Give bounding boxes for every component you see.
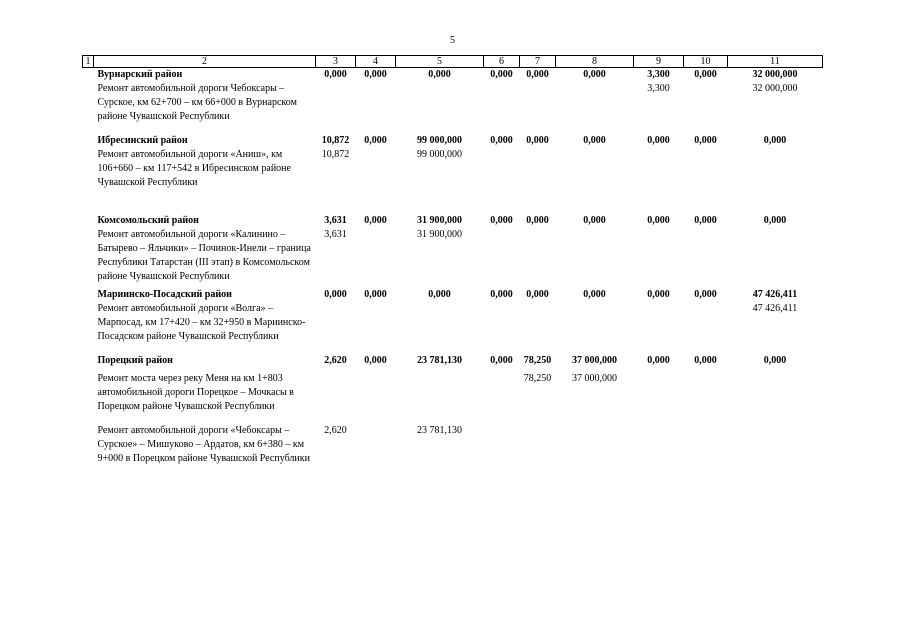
district-row xyxy=(83,214,823,228)
value-cell-col-8: 37 000,000 xyxy=(572,373,617,384)
value-cell-col-7: 78,250 xyxy=(523,373,552,384)
row-name-cell: Ремонт автомобильной дороги Чебоксары – Сурское, км 62+700 – км 66+000 в Вурнарском районе Чувашской Республики xyxy=(97,83,297,122)
value-cell-col-8: 0,000 xyxy=(583,135,606,146)
value-cell-col-5: 0,000 xyxy=(428,69,451,80)
value-cell-col-9 xyxy=(634,148,684,214)
value-cell-col-5: 99 000,000 xyxy=(417,135,462,146)
value-cell-col-6: 0,000 xyxy=(490,355,513,366)
project-row xyxy=(83,82,823,134)
column-number-row xyxy=(83,56,823,68)
value-cell-col-10: 0,000 xyxy=(694,69,717,80)
project-row xyxy=(83,372,823,424)
value-cell-col-5 xyxy=(396,372,484,424)
value-cell-col-8 xyxy=(556,424,634,466)
value-cell-col-7: 0,000 xyxy=(526,215,549,226)
row-name-cell: Ремонт автомобильной дороги «Аниш», км 106+660 – км 117+542 в Ибресинском районе Чувашской Республики xyxy=(97,149,291,188)
value-cell-col-7 xyxy=(520,148,556,214)
row-name-cell: Ибресинский район xyxy=(97,135,188,146)
value-cell-col-5: 31 900,000 xyxy=(417,215,462,226)
value-cell-col-7 xyxy=(520,302,556,354)
project-row xyxy=(83,228,823,288)
value-cell-col-10 xyxy=(684,228,728,288)
value-cell-col-6: 0,000 xyxy=(490,289,513,300)
value-cell-col-8 xyxy=(556,82,634,134)
value-cell-col-1 xyxy=(83,372,94,424)
value-cell-col-11: 47 426,411 xyxy=(752,289,798,300)
value-cell-col-10 xyxy=(684,372,728,424)
value-cell-col-1 xyxy=(83,214,94,228)
value-cell-col-7 xyxy=(520,228,556,288)
value-cell-col-11: 47 426,411 xyxy=(752,303,798,314)
value-cell-col-5: 99 000,000 xyxy=(417,149,462,160)
value-cell-col-10: 0,000 xyxy=(694,135,717,146)
table-body xyxy=(83,68,823,467)
value-cell-col-9 xyxy=(634,228,684,288)
value-cell-col-3: 3,631 xyxy=(324,229,347,240)
value-cell-col-4: 0,000 xyxy=(364,135,387,146)
value-cell-col-5 xyxy=(396,302,484,354)
value-cell-col-10 xyxy=(684,148,728,214)
value-cell-col-11: 0,000 xyxy=(763,215,787,226)
value-cell-col-9: 0,000 xyxy=(647,355,670,366)
value-cell-col-3 xyxy=(316,372,356,424)
column-header-10: 10 xyxy=(684,56,728,68)
value-cell-col-10: 0,000 xyxy=(694,289,717,300)
value-cell-col-1 xyxy=(83,148,94,214)
column-header-11: 11 xyxy=(728,56,823,68)
value-cell-col-4 xyxy=(356,372,396,424)
value-cell-col-3 xyxy=(316,82,356,134)
value-cell-col-11 xyxy=(728,228,823,288)
value-cell-col-9 xyxy=(634,372,684,424)
row-name-cell: Порецкий район xyxy=(97,355,173,366)
value-cell-col-1 xyxy=(83,424,94,466)
value-cell-col-1 xyxy=(83,68,94,83)
value-cell-col-4: 0,000 xyxy=(364,355,387,366)
value-cell-col-8 xyxy=(556,228,634,288)
value-cell-col-1 xyxy=(83,302,94,354)
row-name-cell: Комсомольский район xyxy=(97,215,199,226)
value-cell-col-4 xyxy=(356,302,396,354)
value-cell-col-7 xyxy=(520,82,556,134)
value-cell-col-11 xyxy=(728,148,823,214)
value-cell-col-7 xyxy=(520,424,556,466)
value-cell-col-3: 2,620 xyxy=(324,355,347,366)
value-cell-col-9: 0,000 xyxy=(647,215,670,226)
value-cell-col-6: 0,000 xyxy=(490,135,513,146)
value-cell-col-10: 0,000 xyxy=(694,215,717,226)
value-cell-col-10 xyxy=(684,82,728,134)
value-cell-col-9: 3,300 xyxy=(647,69,670,80)
value-cell-col-8: 37 000,000 xyxy=(572,355,617,366)
value-cell-col-3: 0,000 xyxy=(324,289,347,300)
value-cell-col-10: 0,000 xyxy=(694,355,717,366)
value-cell-col-11 xyxy=(728,424,823,466)
value-cell-col-3: 3,631 xyxy=(324,215,347,226)
value-cell-col-3 xyxy=(316,302,356,354)
value-cell-col-8: 0,000 xyxy=(583,69,606,80)
district-row xyxy=(83,288,823,302)
column-header-1: 1 xyxy=(83,56,94,68)
value-cell-col-11: 0,000 xyxy=(763,135,787,146)
value-cell-col-9: 0,000 xyxy=(647,135,670,146)
value-cell-col-5: 23 781,130 xyxy=(417,355,462,366)
value-cell-col-1 xyxy=(83,288,94,302)
value-cell-col-6 xyxy=(484,372,520,424)
value-cell-col-6 xyxy=(484,302,520,354)
value-cell-col-1 xyxy=(83,82,94,134)
value-cell-col-6 xyxy=(484,424,520,466)
value-cell-col-3: 0,000 xyxy=(324,69,347,80)
column-header-9: 9 xyxy=(634,56,684,68)
row-name-cell: Ремонт моста через реку Меня на км 1+803 автомобильной дороги Порецкое – Мочкасы в Порецком районе Чувашской Республики xyxy=(97,373,294,412)
value-cell-col-6 xyxy=(484,148,520,214)
row-name-cell: Вурнарский район xyxy=(97,69,183,80)
project-row xyxy=(83,302,823,354)
column-header-4: 4 xyxy=(356,56,396,68)
value-cell-col-8 xyxy=(556,302,634,354)
row-name-cell: Мариинско-Посадский район xyxy=(97,289,232,300)
value-cell-col-8: 0,000 xyxy=(583,215,606,226)
value-cell-col-11: 32 000,000 xyxy=(752,83,798,94)
value-cell-col-11: 32 000,000 xyxy=(752,69,798,80)
column-header-2: 2 xyxy=(94,56,316,68)
column-header-6: 6 xyxy=(484,56,520,68)
value-cell-col-5 xyxy=(396,82,484,134)
row-name-cell: Ремонт автомобильной дороги «Чебоксары – Сурское» – Мишуково – Ардатов, км 6+380 – км 9+000 в Порецком районе Чувашской Республики xyxy=(97,425,310,464)
value-cell-col-5: 0,000 xyxy=(428,289,451,300)
value-cell-col-5: 31 900,000 xyxy=(417,229,462,240)
value-cell-col-4 xyxy=(356,82,396,134)
value-cell-col-1 xyxy=(83,134,94,148)
value-cell-col-3: 10,872 xyxy=(321,149,350,160)
value-cell-col-4 xyxy=(356,228,396,288)
column-header-7: 7 xyxy=(520,56,556,68)
value-cell-col-7: 0,000 xyxy=(526,289,549,300)
value-cell-col-4: 0,000 xyxy=(364,289,387,300)
column-header-3: 3 xyxy=(316,56,356,68)
value-cell-col-8 xyxy=(556,148,634,214)
value-cell-col-1 xyxy=(83,354,94,372)
value-cell-col-9 xyxy=(634,302,684,354)
district-row xyxy=(83,134,823,148)
project-row xyxy=(83,148,823,214)
district-row xyxy=(83,354,823,372)
value-cell-col-9: 3,300 xyxy=(647,83,670,94)
value-cell-col-6: 0,000 xyxy=(490,215,513,226)
value-cell-col-11: 0,000 xyxy=(763,355,787,366)
value-cell-col-7: 0,000 xyxy=(526,69,549,80)
value-cell-col-3: 10,872 xyxy=(321,135,350,146)
column-header-8: 8 xyxy=(556,56,634,68)
value-cell-col-7: 78,250 xyxy=(523,355,552,366)
value-cell-col-10 xyxy=(684,424,728,466)
project-row xyxy=(83,424,823,466)
value-cell-col-4 xyxy=(356,148,396,214)
row-name-cell: Ремонт автомобильной дороги «Волга» – Марпосад, км 17+420 – км 32+950 в Мариинско-Посадском районе Чувашской Республики xyxy=(97,303,306,342)
value-cell-col-4 xyxy=(356,424,396,466)
road-repair-table xyxy=(82,55,823,466)
value-cell-col-3: 2,620 xyxy=(324,425,347,436)
value-cell-col-7: 0,000 xyxy=(526,135,549,146)
value-cell-col-5: 23 781,130 xyxy=(417,425,462,436)
value-cell-col-4: 0,000 xyxy=(364,69,387,80)
value-cell-col-6: 0,000 xyxy=(490,69,513,80)
row-name-cell: Ремонт автомобильной дороги «Калинино – Батырево – Яльчики» – Починок-Инели – граница Республики Татарстан (III этап) в Комсомольском районе Чувашской Республики xyxy=(97,229,311,282)
value-cell-col-6 xyxy=(484,82,520,134)
value-cell-col-8: 0,000 xyxy=(583,289,606,300)
district-row xyxy=(83,68,823,83)
page-number: 5 xyxy=(450,35,455,46)
value-cell-col-9 xyxy=(634,424,684,466)
column-header-5: 5 xyxy=(396,56,484,68)
value-cell-col-10 xyxy=(684,302,728,354)
value-cell-col-1 xyxy=(83,228,94,288)
value-cell-col-6 xyxy=(484,228,520,288)
value-cell-col-4: 0,000 xyxy=(364,215,387,226)
value-cell-col-11 xyxy=(728,372,823,424)
value-cell-col-9: 0,000 xyxy=(647,289,670,300)
